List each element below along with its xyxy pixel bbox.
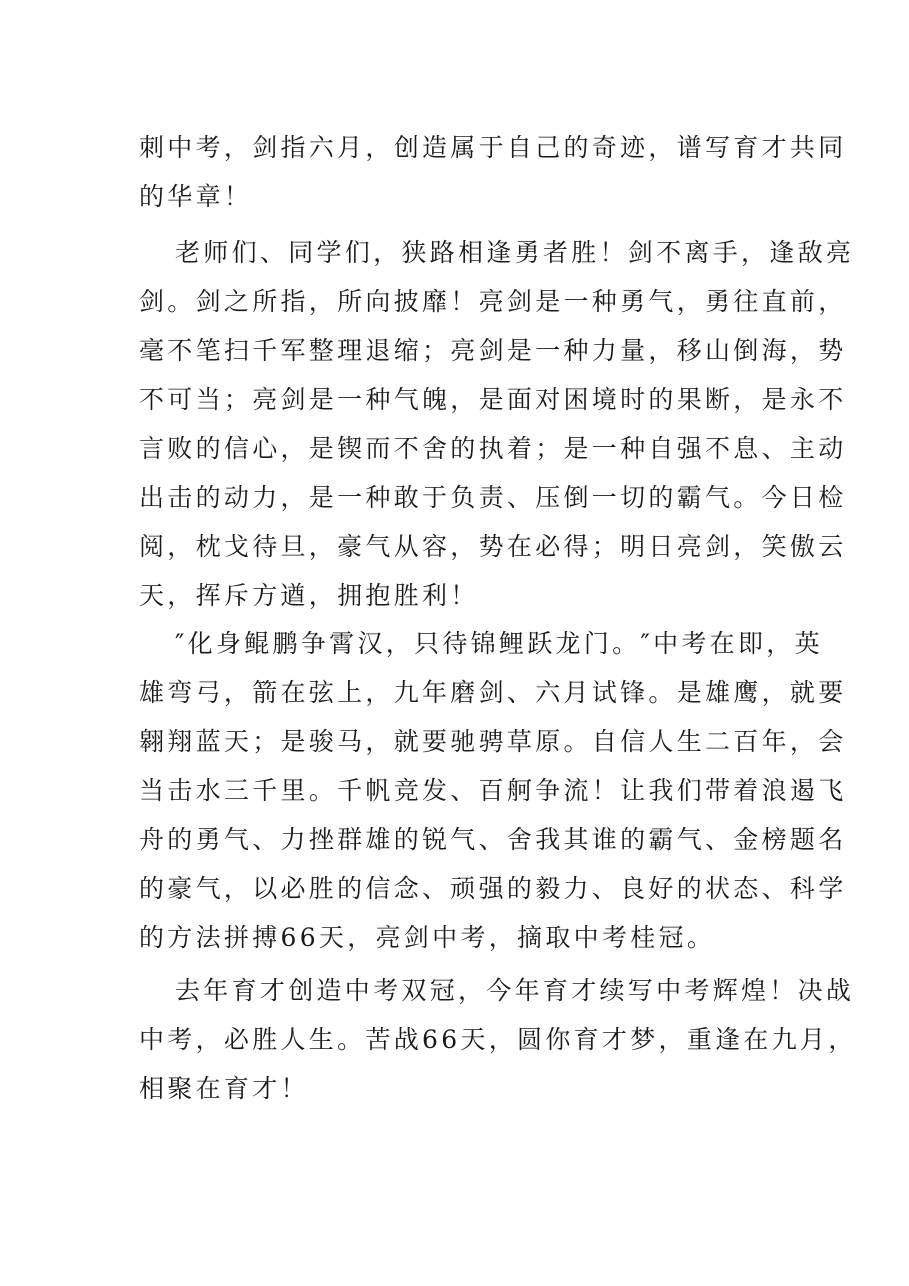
paragraph-line: 言败的信心，是锲而不舍的执着；是一种自强不息、主动 xyxy=(139,434,847,463)
paragraph-4 xyxy=(139,966,857,1113)
paragraph-3 xyxy=(139,619,847,962)
paragraph-line: 相聚在育才！ xyxy=(139,1074,309,1103)
paragraph-line: 天，挥斥方遒，拥抱胜利！ xyxy=(139,581,479,610)
paragraph-line: 的方法拼搏66天，亮剑中考，摘取中考桂冠。 xyxy=(139,923,716,952)
paragraph-line: 刺中考，剑指六月，创造属于自己的奇迹，谱写育才共同 xyxy=(139,133,847,162)
paragraph-line: ″化身鲲鹏争霄汉，只待锦鲤跃龙门。″中考在即，英 xyxy=(175,629,823,658)
paragraph-2 xyxy=(139,228,855,620)
paragraph-line: 去年育才创造中考双冠，今年育才续写中考辉煌！决战 xyxy=(175,976,855,1005)
paragraph-1 xyxy=(139,123,847,221)
paragraph-line: 阅，枕戈待旦，豪气从容，势在必得；明日亮剑，笑傲云 xyxy=(139,532,847,561)
paragraph-line: 雄弯弓，箭在弦上，九年磨剑、六月试锋。是雄鹰，就要 xyxy=(139,678,847,707)
paragraph-line: 翱翔蓝天；是骏马，就要驰骋草原。自信人生二百年，会 xyxy=(139,727,847,756)
paragraph-line: 不可当；亮剑是一种气魄，是面对困境时的果断，是永不 xyxy=(139,385,847,414)
paragraph-line: 毫不笔扫千军整理退缩；亮剑是一种力量，移山倒海，势 xyxy=(139,336,847,365)
paragraph-line: 中考，必胜人生。苦战66天，圆你育才梦，重逢在九月， xyxy=(139,1025,857,1054)
paragraph-line: 当击水三千里。千帆竞发、百舸争流！让我们带着浪遏飞 xyxy=(139,776,847,805)
paragraph-line: 的华章！ xyxy=(139,182,253,211)
paragraph-line: 出击的动力，是一种敢于负责、压倒一切的霸气。今日检 xyxy=(139,483,847,512)
paragraph-line: 舟的勇气、力挫群雄的锐气、舍我其谁的霸气、金榜题名 xyxy=(139,825,847,854)
paragraph-line: 剑。剑之所指，所向披靡！亮剑是一种勇气，勇往直前， xyxy=(139,287,847,316)
paragraph-line: 的豪气，以必胜的信念、顽强的毅力、良好的状态、科学 xyxy=(139,874,847,903)
paragraph-line: 老师们、同学们，狭路相逢勇者胜！剑不离手，逢敌亮 xyxy=(175,238,855,267)
